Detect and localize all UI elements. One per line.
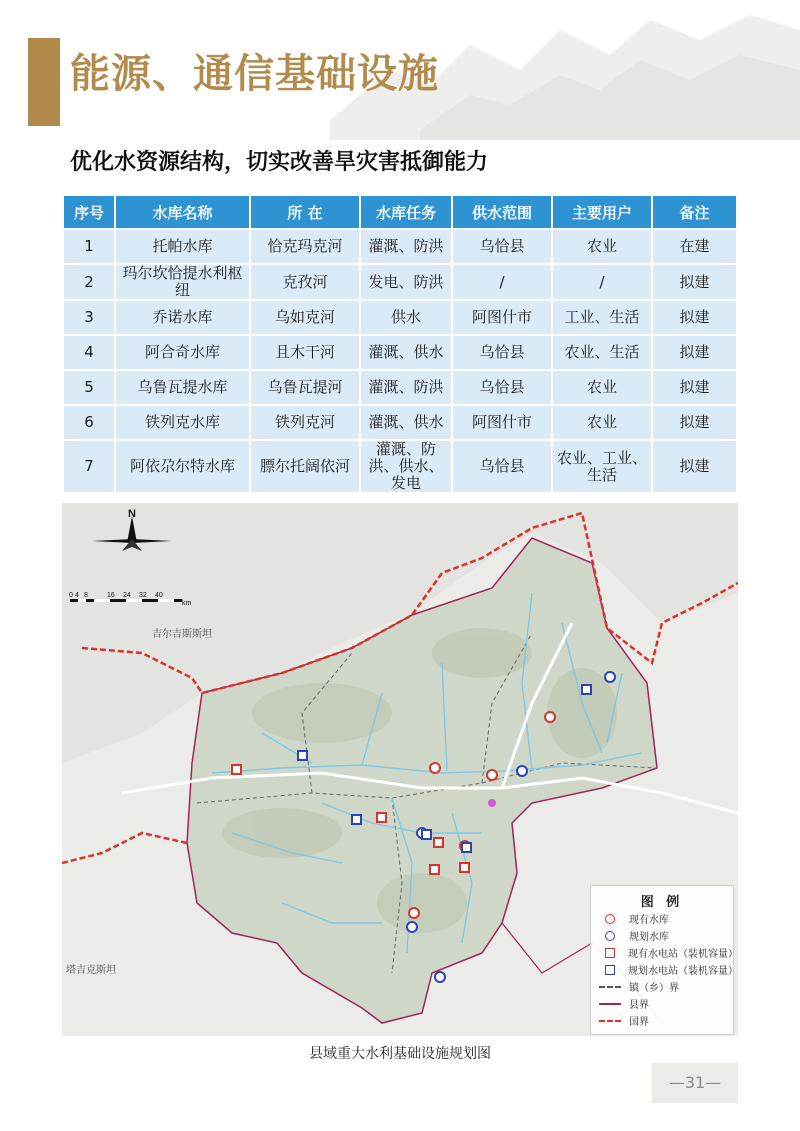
cell-supply-range: 阿图什市 (453, 301, 551, 334)
table-row (64, 230, 736, 263)
cell-location: 克孜河 (251, 265, 359, 299)
water-infrastructure-map (62, 503, 738, 1036)
box-blue-icon (599, 963, 620, 977)
table-header-row (64, 196, 736, 228)
table-row (64, 371, 736, 404)
table-row (64, 406, 736, 439)
map-caption: 县域重大水利基础设施规划图 (309, 1046, 491, 1062)
cell-users: 农业、生活 (553, 336, 651, 369)
map-legend (590, 885, 738, 1035)
legend-item-label: 现有水库 (629, 915, 669, 926)
reservoir-table (62, 194, 738, 494)
cell-task: 发电、防洪 (361, 265, 451, 299)
cell-remark: 拟建 (653, 406, 736, 439)
cell-location: 乌如克河 (251, 301, 359, 334)
legend-item (591, 1012, 733, 1029)
cell-reservoir-name: 托帕水库 (116, 230, 249, 263)
cell-task: 灌溉、防洪、供水、发电 (361, 441, 451, 492)
ln-gray-icon (599, 980, 621, 994)
cell-index: 5 (64, 371, 114, 404)
cell-supply-range: / (453, 265, 551, 299)
col-header-users: 主要用户 (553, 196, 651, 228)
col-header-supply-range: 供水范围 (453, 196, 551, 228)
ln-purple-icon (599, 997, 621, 1011)
legend-item-label: 规划水库 (629, 932, 669, 943)
legend-item (591, 927, 733, 944)
cell-users: 农业 (553, 371, 651, 404)
col-header-task: 水库任务 (361, 196, 451, 228)
cell-task: 供水 (361, 301, 451, 334)
country-label-tajikistan: 塔吉克斯坦 (66, 965, 116, 976)
ln-red-icon (599, 1014, 621, 1028)
cell-location: 膘尔托阔依河 (251, 441, 359, 492)
cell-reservoir-name: 乌鲁瓦提水库 (116, 371, 249, 404)
cell-remark: 拟建 (653, 265, 736, 299)
legend-item (591, 961, 738, 978)
country-label-kyrgyzstan: 吉尔吉斯斯坦 (152, 629, 212, 640)
legend-item-label: 县界 (629, 1000, 649, 1011)
scale-tick-label: 16 (107, 592, 115, 599)
cell-reservoir-name: 玛尔坎恰提水利枢纽 (116, 265, 249, 299)
legend-item-label: 规划水电站（装机容量） (628, 966, 738, 977)
col-header-index: 序号 (64, 196, 114, 228)
ring-red-icon (599, 912, 621, 926)
legend-item-label: 国界 (629, 1017, 649, 1028)
cell-reservoir-name: 铁列克水库 (116, 406, 249, 439)
cell-users: 工业、生活 (553, 301, 651, 334)
legend-item-label: 镇（乡）界 (629, 983, 679, 994)
cell-remark: 拟建 (653, 301, 736, 334)
scale-tick-label: 0 (69, 592, 73, 599)
cell-users: 农业 (553, 230, 651, 263)
page-number: —31— (652, 1063, 738, 1103)
box-red-icon (599, 946, 620, 960)
cell-index: 2 (64, 265, 114, 299)
cell-supply-range: 乌恰县 (453, 441, 551, 492)
col-header-name: 水库名称 (116, 196, 249, 228)
cell-remark: 拟建 (653, 336, 736, 369)
scale-tick-label: 40 (155, 592, 163, 599)
scale-tick-label: 24 (123, 592, 131, 599)
cell-index: 3 (64, 301, 114, 334)
table-row (64, 441, 736, 492)
cell-task: 灌溉、供水 (361, 336, 451, 369)
cell-supply-range: 乌恰县 (453, 371, 551, 404)
col-header-remark: 备注 (653, 196, 736, 228)
cell-remark: 在建 (653, 230, 736, 263)
scale-tick-label: 4 (75, 592, 79, 599)
table-row (64, 301, 736, 334)
legend-item (591, 910, 733, 927)
subtitle: 优化水资源结构，切实改善旱灾害抵御能力 (70, 150, 489, 175)
legend-item (591, 995, 733, 1012)
cell-location: 恰克玛克河 (251, 230, 359, 263)
cell-users: / (553, 265, 651, 299)
legend-item-label: 现有水电站（装机容量） (628, 949, 738, 960)
cell-reservoir-name: 乔诺水库 (116, 301, 249, 334)
cell-location: 乌鲁瓦提河 (251, 371, 359, 404)
cell-index: 7 (64, 441, 114, 492)
scale-unit: km (182, 600, 192, 607)
cell-supply-range: 阿图什市 (453, 406, 551, 439)
cell-location: 铁列克河 (251, 406, 359, 439)
cell-index: 4 (64, 336, 114, 369)
cell-index: 6 (64, 406, 114, 439)
cell-task: 灌溉、防洪 (361, 371, 451, 404)
cell-users: 农业 (553, 406, 651, 439)
section-accent-bar (28, 38, 60, 126)
north-label: N (128, 508, 136, 520)
legend-item (591, 978, 733, 995)
legend-item (591, 944, 738, 961)
cell-remark: 拟建 (653, 441, 736, 492)
cell-supply-range: 乌恰县 (453, 230, 551, 263)
scale-tick-label: 32 (139, 592, 147, 599)
cell-remark: 拟建 (653, 371, 736, 404)
cell-task: 灌溉、防洪 (361, 230, 451, 263)
scale-tick-label: 8 (84, 592, 88, 599)
section-title: 能源、通信基础设施 (70, 51, 439, 97)
cell-reservoir-name: 阿合奇水库 (116, 336, 249, 369)
cell-users: 农业、工业、生活 (553, 441, 651, 492)
cell-task: 灌溉、供水 (361, 406, 451, 439)
cell-index: 1 (64, 230, 114, 263)
cell-supply-range: 乌恰县 (453, 336, 551, 369)
ring-blue-icon (599, 929, 621, 943)
cell-location: 且木干河 (251, 336, 359, 369)
cell-reservoir-name: 阿依尕尔特水库 (116, 441, 249, 492)
col-header-location: 所 在 (251, 196, 359, 228)
table-row (64, 336, 736, 369)
table-row (64, 265, 736, 299)
legend-title: 图 例 (640, 895, 684, 910)
